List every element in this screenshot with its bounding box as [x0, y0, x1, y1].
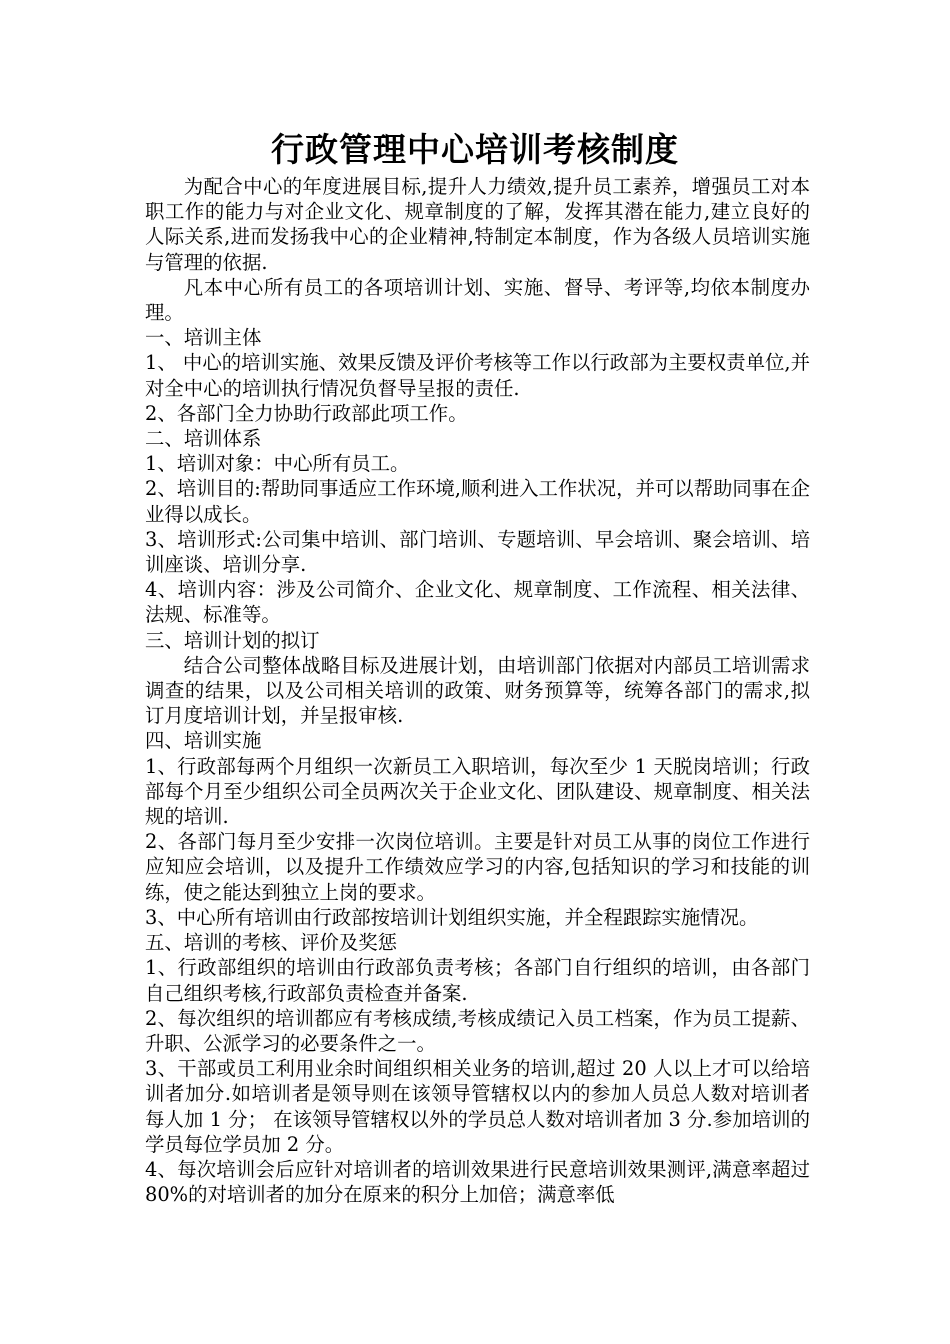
document-title: 行政管理中心培训考核制度: [271, 130, 679, 169]
document-paragraph: 3、培训形式:公司集中培训、部门培训、专题培训、早会培训、聚会培训、培训座谈、培训分享.: [145, 527, 810, 577]
document-paragraph: 4、每次培训会后应针对培训者的培训效果进行民意培训效果测评,满意率超过 80%的对培训者的加分在原来的积分上加倍；满意率低: [145, 1157, 810, 1207]
document-paragraph: 2、每次组织的培训都应有考核成绩,考核成绩记入员工档案，作为员工提薪、升职、公派学习的必要条件之一。: [145, 1006, 810, 1055]
document-paragraph: 2、各部门全力协助行政部此项工作。: [145, 401, 468, 425]
document-body: [145, 174, 810, 1207]
document-paragraph: 2、各部门每月至少安排一次岗位培训。主要是针对员工从事的岗位工作进行应知应会培训，以及提升工作绩效应学习的内容,包括知识的学习和技能的训练，使之能达到独立上岗的要求。: [145, 830, 810, 904]
document-paragraph: 1、行政部组织的培训由行政部负责考核；各部门自行组织的培训，由各部门自己组织考核,行政部负责检查并备案.: [145, 956, 810, 1005]
document-paragraph: 为配合中心的年度进展目标,提升人力绩效,提升员工素养，增强员工对本职工作的能力与对企业文化、规章制度的了解，发挥其潜在能力,建立良好的人际关系,进而发扬我中心的企业精神,特制定本制度，作为各级人员培训实施与管理的依据.: [145, 175, 810, 274]
section-heading: 四、培训实施: [145, 729, 262, 753]
section-heading: 二、培训体系: [145, 427, 262, 451]
document-paragraph: 2、培训目的:帮助同事适应工作环境,顺利进入工作状况，并可以帮助同事在企业得以成长。: [145, 477, 810, 526]
document-paragraph: 3、中心所有培训由行政部按培训计划组织实施，并全程跟踪实施情况。: [145, 905, 759, 929]
document-paragraph: 结合公司整体战略目标及进展计划，由培训部门依据对内部员工培训需求调查的结果，以及公司相关培训的政策、财务预算等，统筹各部门的需求,拟订月度培训计划，并呈报审核.: [145, 653, 810, 728]
document-paragraph: 1、培训对象：中心所有员工。: [145, 452, 410, 476]
document-paragraph: 4、培训内容：涉及公司简介、企业文化、规章制度、工作流程、相关法律、法规、标准等。: [145, 578, 810, 627]
section-heading: 三、培训计划的拟订: [145, 628, 320, 652]
document-paragraph: 1、 中心的培训实施、效果反馈及评价考核等工作以行政部为主要权责单位,并对全中心的培训执行情况负督导呈报的责任.: [145, 351, 810, 400]
section-heading: 一、培训主体: [145, 326, 262, 350]
section-heading: 五、培训的考核、评价及奖惩: [145, 931, 398, 955]
document-paragraph: 凡本中心所有员工的各项培训计划、实施、督导、考评等,均依本制度办理。: [145, 275, 810, 325]
document-paragraph: 1、行政部每两个月组织一次新员工入职培训，每次至少 1 天脱岗培训；行政部每个月至少组织公司全员两次关于企业文化、团队建设、规章制度、相关法规的培训.: [145, 754, 810, 829]
document-paragraph: 3、干部或员工利用业余时间组织相关业务的培训,超过 20 人以上才可以给培训者加分.如培训者是领导则在该领导管辖权以内的参加人员总人数对培训者每人加 1 分； 在该领导管辖权以外的学员总人数对培训者加 3 分.参加培训的学员每位学员加 2 分。: [145, 1057, 810, 1156]
